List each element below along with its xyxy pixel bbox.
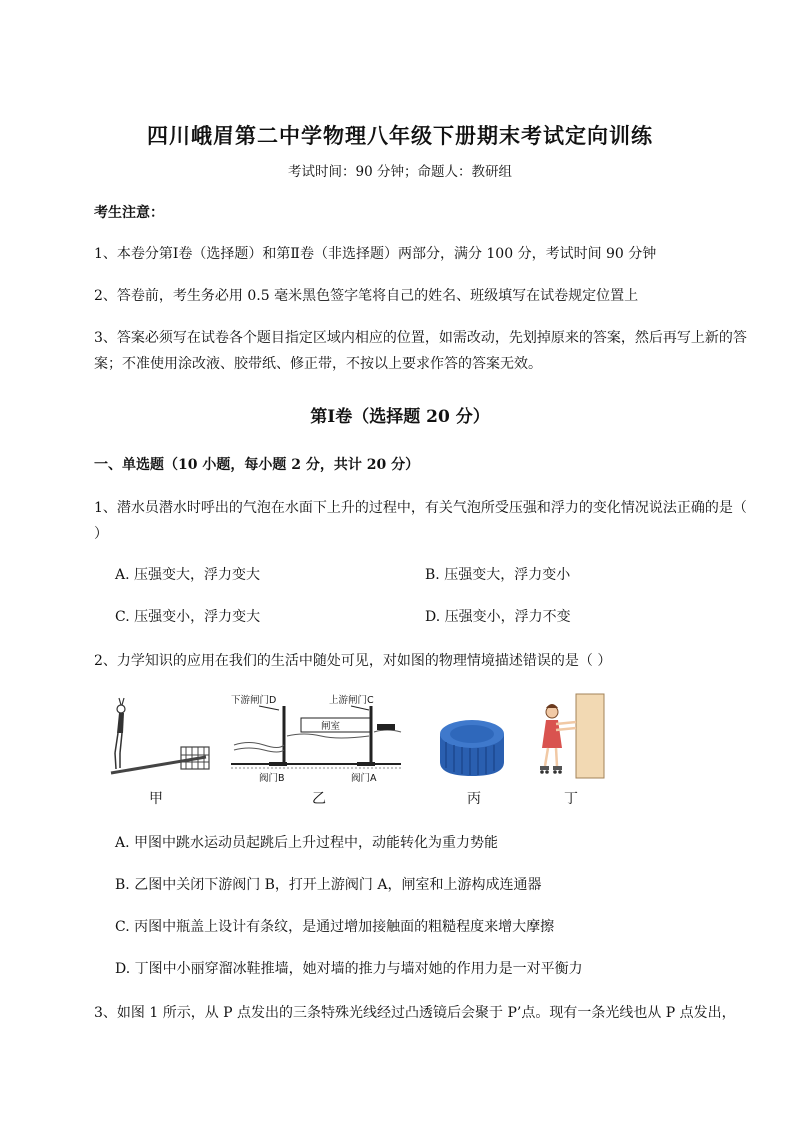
figure-label-ding: 丁 [564,791,578,807]
q1-option-c[interactable]: C. 压强变小，浮力变大 [115,609,261,625]
question-3-stem: 3、如图 1 所示，从 P 点发出的三条特殊光线经过凸透镜后会聚于 P’点。现有一条光线也从 P 点发出， [94,1005,736,1021]
part-heading: 一、单选题（10 小题，每小题 2 分，共计 20 分） [94,457,420,473]
lock-chamber-label: 闸室 [321,721,341,732]
section-title: 第Ⅰ卷（选择题 20 分） [310,407,490,427]
downstream-gate-label: 下游闸门D [231,695,277,706]
q2-option-d[interactable]: D. 丁图中小丽穿溜冰鞋推墙，她对墙的推力与墙对她的作用力是一对平衡力 [115,961,583,977]
notice-heading: 考生注意： [94,205,164,221]
question-2-figure [94,690,614,810]
bottle-cap-illustration [434,712,514,782]
question-1-stem: 1、潜水员潜水时呼出的气泡在水面下上升的过程中，有关气泡所受压强和浮力的变化情况说法正确的是（ ） [94,500,747,542]
q1-option-b[interactable]: B. 压强变大，浮力变小 [425,567,571,583]
figure-label-yi: 乙 [312,791,326,807]
q2-option-c[interactable]: C. 丙图中瓶盖上设计有条纹，是通过增加接触面的粗糙程度来增大摩擦 [115,919,555,935]
question-2-stem: 2、力学知识的应用在我们的生活中随处可见，对如图的物理情境描述错误的是（ ） [94,653,612,669]
figure-label-jia: 甲 [149,791,163,807]
valve-b-label: 阀门B [259,773,285,784]
diving-illustration [106,695,216,775]
notice-item-2: 2、答卷前，考生务必用 0.5 毫米黑色签字笔将自己的姓名、班级填写在试卷规定位置上 [94,288,639,304]
q2-option-b[interactable]: B. 乙图中关闭下游阀门 B，打开上游阀门 A，闸室和上游构成连通器 [115,877,542,893]
notice-item-1: 1、本卷分第Ⅰ卷（选择题）和第Ⅱ卷（非选择题）两部分，满分 100 分，考试时间 90 分钟 [94,246,657,262]
ship-lock-diagram [229,690,404,785]
figure-label-bing: 丙 [467,791,481,807]
notice-item-3: 3、答案必须写在试卷各个题目指定区域内相应的位置，如需改动，先划掉原来的答案，然后再写上新的答案；不准使用涂改液、胶带纸、修正带，不按以上要求作答的答案无效。 [94,330,747,372]
q1-option-d[interactable]: D. 压强变小，浮力不变 [425,609,571,625]
upstream-gate-label: 上游闸门C [329,695,374,706]
valve-a-label: 阀门A [351,773,377,784]
q1-option-a[interactable]: A. 压强变大，浮力变大 [115,567,261,583]
page-subtitle: 考试时间：90 分钟；命题人：教研组 [288,164,512,180]
girl-pushing-wall-illustration [534,692,614,782]
q2-option-a[interactable]: A. 甲图中跳水运动员起跳后上升过程中，动能转化为重力势能 [115,835,499,851]
page-title: 四川峨眉第二中学物理八年级下册期末考试定向训练 [147,123,653,148]
